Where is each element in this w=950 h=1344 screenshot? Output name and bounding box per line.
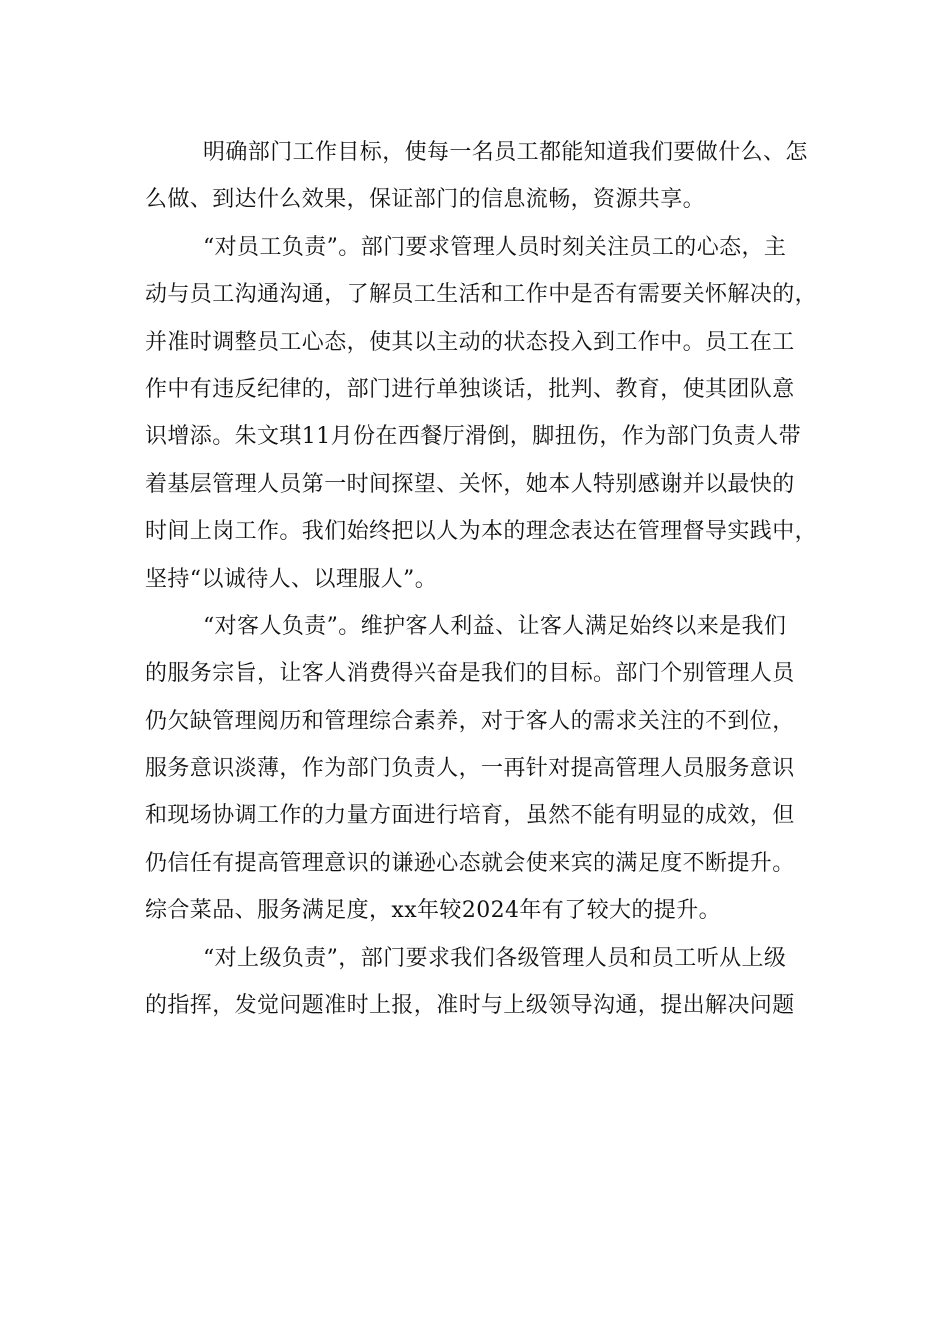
paragraph-line: 的指挥，发觉问题准时上报，准时与上级领导沟通，提出解决问题 xyxy=(145,993,795,1019)
paragraph-line: 动与员工沟通沟通，了解员工生活和工作中是否有需要关怀解决的， xyxy=(145,282,818,308)
paragraph-line: 的服务宗旨，让客人消费得兴奋是我们的目标。部门个别管理人员 xyxy=(145,661,795,687)
paragraph-line: 仍信任有提高管理意识的谦逊心态就会使来宾的满足度不断提升。 xyxy=(145,850,795,876)
paragraph-line: 综合菜品、服务满足度，xx年较2024年有了较大的提升。 xyxy=(145,898,722,924)
paragraph-line: 仍欠缺管理阅历和管理综合素养，对于客人的需求关注的不到位， xyxy=(145,708,795,734)
paragraph-line: 识增添。朱文琪11月份在西餐厅滑倒，脚扭伤，作为部门负责人带 xyxy=(145,424,801,450)
document-body xyxy=(145,129,818,1029)
paragraph-line: 作中有违反纪律的，部门进行单独谈话，批判、教育，使其团队意 xyxy=(145,376,795,402)
paragraph-line: 坚持“以诚待人、以理服人”。 xyxy=(145,566,438,592)
paragraph-line: 服务意识淡薄，作为部门负责人，一再针对提高管理人员服务意识 xyxy=(145,756,795,782)
paragraph-line: “对上级负责”，部门要求我们各级管理人员和员工听从上级 xyxy=(203,945,787,971)
paragraph-line: 么做、到达什么效果，保证部门的信息流畅，资源共享。 xyxy=(145,187,706,213)
paragraph-line: 时间上岗工作。我们始终把以人为本的理念表达在管理督导实践中， xyxy=(145,519,818,545)
paragraph-line: “对客人负责”。维护客人利益、让客人满足始终以来是我们 xyxy=(203,613,787,639)
paragraph-line: “对员工负责”。部门要求管理人员时刻关注员工的心态，主 xyxy=(203,234,787,260)
paragraph-line: 和现场协调工作的力量方面进行培育，虽然不能有明显的成效，但 xyxy=(145,803,795,829)
paragraph-line: 明确部门工作目标，使每一名员工都能知道我们要做什么、怎 xyxy=(203,140,808,165)
paragraph-line: 并准时调整员工心态，使其以主动的状态投入到工作中。员工在工 xyxy=(145,329,795,355)
paragraph-line: 着基层管理人员第一时间探望、关怀，她本人特别感谢并以最快的 xyxy=(145,471,795,497)
